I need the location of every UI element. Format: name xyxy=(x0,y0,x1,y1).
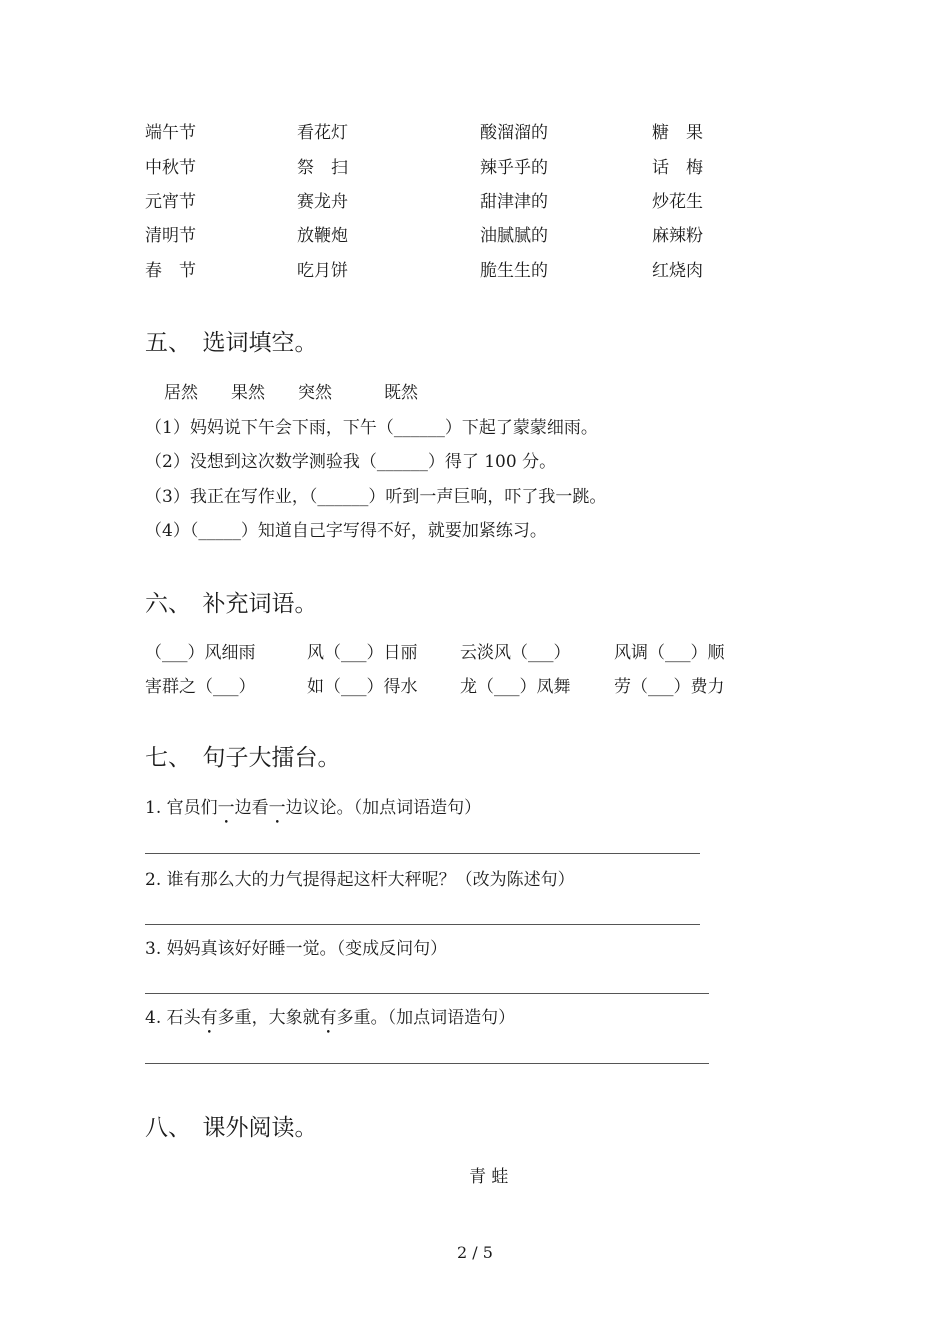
idiom-item: 云淡风（___） xyxy=(460,643,571,663)
fill-blank-question: （1）妈妈说下午会下雨，下午（______）下起了蒙蒙细雨。 xyxy=(145,418,598,438)
match-col2-item: 吃月饼 xyxy=(297,261,348,281)
match-col3-item: 酸溜溜的 xyxy=(480,123,548,143)
match-col4-item: 糖 果 xyxy=(652,123,703,143)
match-col3-item: 甜津津的 xyxy=(480,192,548,212)
emphasis-char: 一 xyxy=(217,798,235,818)
sentence-question-2: 2. 谁有那么大的力气提得起这杆大秤呢？（改为陈述句） xyxy=(145,870,575,890)
answer-line[interactable] xyxy=(145,924,700,925)
section-7-title: 七、 句子大擂台。 xyxy=(145,745,341,771)
answer-line[interactable] xyxy=(145,993,709,994)
match-col1-item: 中秋节 xyxy=(145,158,196,178)
fill-blank-question: （2）没想到这次数学测验我（______）得了 100 分。 xyxy=(145,452,557,472)
idiom-item: 风调（___）顺 xyxy=(614,643,725,663)
section-6-title: 六、 补充词语。 xyxy=(145,591,318,617)
idiom-item: 龙（___）凤舞 xyxy=(460,677,571,697)
emphasis-char: 有 xyxy=(319,1008,337,1028)
idiom-item: （___）风细雨 xyxy=(145,643,256,663)
sentence-question-1: 1. 官员们一边看一边议论。（加点词语造句） xyxy=(145,798,482,818)
idiom-item: 风（___）日丽 xyxy=(307,643,418,663)
idiom-item: 如（___）得水 xyxy=(307,677,418,697)
answer-line[interactable] xyxy=(145,1063,709,1064)
word-bank-item: 果然 xyxy=(231,383,265,403)
match-col4-item: 麻辣粉 xyxy=(652,226,703,246)
idiom-item: 劳（___）费力 xyxy=(614,677,725,697)
section-5-title: 五、 选词填空。 xyxy=(145,330,318,356)
word-bank-item: 居然 xyxy=(164,383,198,403)
match-col4-item: 炒花生 xyxy=(652,192,703,212)
fill-blank-question: （4）（_____）知道自己字写得不好，就要加紧练习。 xyxy=(145,521,547,541)
match-col1-item: 春 节 xyxy=(145,261,196,281)
emphasis-char: 有 xyxy=(200,1008,218,1028)
match-col2-item: 放鞭炮 xyxy=(297,226,348,246)
section-8-title: 八、 课外阅读。 xyxy=(145,1115,318,1141)
word-bank-item: 突然 xyxy=(298,383,332,403)
match-col2-item: 看花灯 xyxy=(297,123,348,143)
passage-title: 青 蛙 xyxy=(469,1167,509,1187)
word-bank-item: 既然 xyxy=(384,383,418,403)
idiom-item: 害群之（___） xyxy=(145,677,256,697)
sentence-question-4: 4. 石头有多重，大象就有多重。（加点词语造句） xyxy=(145,1008,516,1028)
match-col1-item: 元宵节 xyxy=(145,192,196,212)
match-col1-item: 端午节 xyxy=(145,123,196,143)
emphasis-char: 一 xyxy=(268,798,286,818)
match-col3-item: 油腻腻的 xyxy=(480,226,548,246)
match-col3-item: 辣乎乎的 xyxy=(480,158,548,178)
match-col2-item: 赛龙舟 xyxy=(297,192,348,212)
match-col2-item: 祭 扫 xyxy=(297,158,348,178)
match-col4-item: 红烧肉 xyxy=(652,261,703,281)
answer-line[interactable] xyxy=(145,853,700,854)
page-number: 2 / 5 xyxy=(457,1243,493,1262)
match-col3-item: 脆生生的 xyxy=(480,261,548,281)
match-col1-item: 清明节 xyxy=(145,226,196,246)
fill-blank-question: （3）我正在写作业，（______）听到一声巨响，吓了我一跳。 xyxy=(145,487,607,507)
sentence-question-3: 3. 妈妈真该好好睡一觉。（变成反问句） xyxy=(145,939,448,959)
match-col4-item: 话 梅 xyxy=(652,158,703,178)
